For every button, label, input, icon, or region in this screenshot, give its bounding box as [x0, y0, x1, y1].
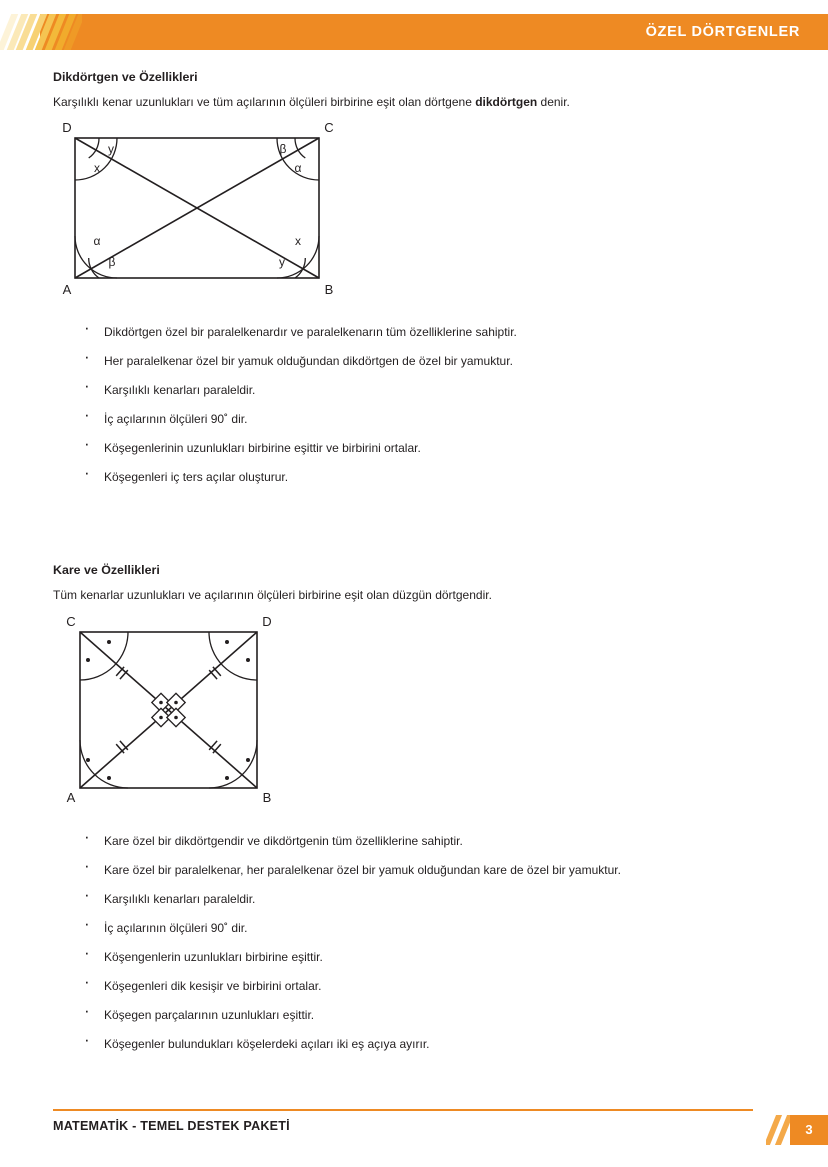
rectangle-diagram-svg: [55, 118, 355, 298]
page-footer: [0, 1109, 828, 1155]
vertex-label-D: D: [262, 614, 272, 629]
list-item: · Köşegenler bulundukları köşelerdeki açıları iki eş açıya ayırır.: [78, 1037, 621, 1051]
dot-B-upper: [246, 758, 250, 762]
list-item: · Her paralelkenar özel bir yamuk olduğundan dikdörtgen de özel bir yamuktur.: [78, 354, 517, 368]
section-desc-rectangle: [53, 95, 570, 109]
center-dot-bottom-right: [174, 716, 178, 720]
angle-label-B-outer-x: x: [295, 234, 301, 248]
list-item: · Karşılıklı kenarları paraleldir.: [78, 383, 517, 397]
list-item: · Köşegen parçalarının uzunlukları eşittir.: [78, 1008, 621, 1022]
list-item: · İç açılarının ölçüleri 90˚ dir.: [78, 921, 621, 935]
vertex-label-B: B: [324, 282, 334, 297]
vertex-label-A: A: [62, 282, 72, 297]
list-item: · Köşengenlerin uzunlukları birbirine eşittir.: [78, 950, 621, 964]
square-diagram-svg: [60, 612, 300, 802]
dot-A-upper: [86, 758, 90, 762]
dot-A-lower: [107, 776, 111, 780]
rectangle-figure: [55, 118, 355, 303]
dot-C-lower: [86, 658, 90, 662]
angle-label-C-inner-beta: β: [279, 142, 287, 156]
list-item: · Karşılıklı kenarları paraleldir.: [78, 892, 621, 906]
list-item: · Kare özel bir paralelkenar, her paralelkenar özel bir yamuk olduğundan kare de özel bir yamuktur.: [78, 863, 621, 877]
section-title-square: Kare ve Özellikleri: [53, 563, 160, 577]
square-figure: [60, 612, 300, 807]
list-item: · Köşegenleri iç ters açılar oluşturur.: [78, 470, 517, 484]
page-number-badge: 3: [790, 1115, 828, 1145]
desc-text-before-square: Tüm kenarlar uzunlukları ve açılarının ölçüleri birbirine eşit olan düzgün dörtgendir.: [53, 588, 492, 602]
dot-D-lower: [246, 658, 250, 662]
dot-D-upper: [225, 640, 229, 644]
header-stripe-decoration: [0, 14, 82, 50]
angle-label-D-inner-y: y: [108, 142, 114, 156]
angle-label-A-inner-beta: β: [108, 255, 116, 269]
center-dot-top-right: [174, 701, 178, 705]
angle-label-C-outer-alpha: α: [294, 161, 302, 175]
vertex-label-C: C: [66, 614, 76, 629]
section-desc-square: [53, 588, 492, 602]
list-item: · Dikdörtgen özel bir paralelkenardır ve paralelkenarın tüm özelliklerine sahiptir.: [78, 325, 517, 339]
list-item: · Köşegenlerinin uzunlukları birbirine eşittir ve birbirini ortalar.: [78, 441, 517, 455]
angle-label-D-outer-x: x: [94, 161, 100, 175]
dot-B-lower: [225, 776, 229, 780]
footer-label: MATEMATİK - TEMEL DESTEK PAKETİ: [53, 1119, 290, 1133]
vertex-label-A: A: [66, 790, 76, 802]
bullet-list-rectangle: [78, 325, 517, 499]
vertex-label-B: B: [262, 790, 272, 802]
section-title-rectangle: Dikdörtgen ve Özellikleri: [53, 70, 198, 84]
vertex-label-D: D: [62, 120, 72, 135]
center-dot-bottom-left: [159, 716, 163, 720]
footer-divider: [53, 1109, 753, 1111]
desc-text-bold: dikdörtgen: [475, 95, 538, 109]
vertex-label-C: C: [324, 120, 334, 135]
angle-label-A-outer-alpha: α: [93, 234, 101, 248]
angle-label-B-inner-y: y: [279, 255, 285, 269]
page-title: ÖZEL DÖRTGENLER: [645, 24, 800, 40]
center-dot-top-left: [159, 701, 163, 705]
list-item: · Köşegenleri dik kesişir ve birbirini ortalar.: [78, 979, 621, 993]
dot-C-upper: [107, 640, 111, 644]
page-header: [0, 14, 828, 50]
desc-text-after: denir.: [537, 95, 570, 109]
bullet-list-square: [78, 834, 621, 1066]
list-item: · Kare özel bir dikdörtgendir ve dikdörtgenin tüm özelliklerine sahiptir.: [78, 834, 621, 848]
desc-text-before: Karşılıklı kenar uzunlukları ve tüm açılarının ölçüleri birbirine eşit olan dörtgene: [53, 95, 476, 109]
list-item: · İç açılarının ölçüleri 90˚ dir.: [78, 412, 517, 426]
